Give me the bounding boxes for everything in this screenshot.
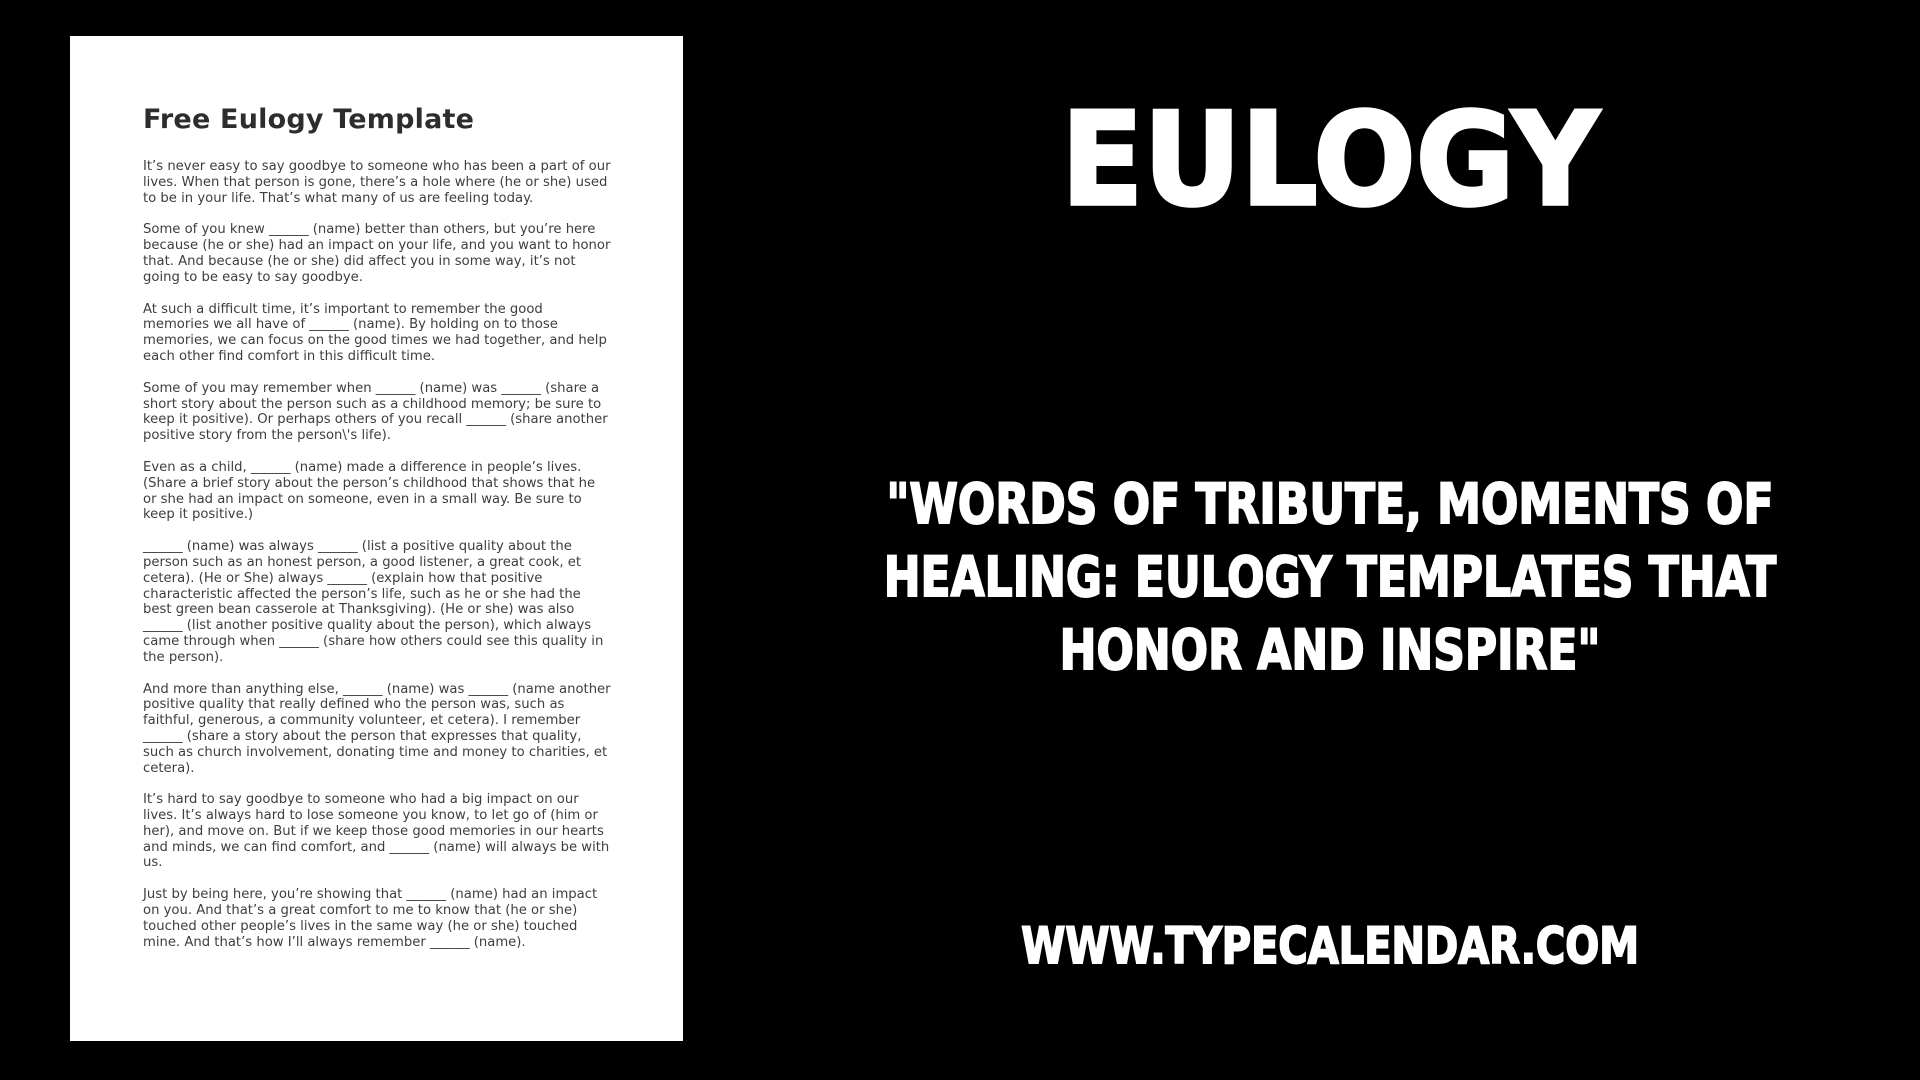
poster-right-panel — [740, 0, 1920, 1080]
poster-heading — [740, 86, 1920, 235]
website-url — [740, 916, 1920, 976]
eulogy-paragraph-8: It’s hard to say goodbye to someone who had a big impact on our lives. It’s always hard to lose someone you know, to let go of (him or her), and move on. But if we keep those good memories in our hearts and minds, we can find comfort, and ______ (name) will always be with us. — [143, 792, 610, 871]
poster-quote-line-1: "WORDS OF TRIBUTE, MOMENTS OF — [886, 472, 1774, 536]
poster-quote-line-3: HONOR AND INSPIRE" — [1059, 618, 1601, 682]
eulogy-document-page — [70, 36, 683, 1041]
eulogy-paragraph-2: Some of you knew ______ (name) better than others, but you’re here because (he or she) had an impact on your life, and you want to honor that. And because (he or she) did affect you in some way, it’s not going to be easy to say goodbye. — [143, 222, 611, 285]
eulogy-paragraph-6: ______ (name) was always ______ (list a positive quality about the person such as an honest person, a good listener, a great cook, et cetera). (He or She) always ______ (explain how that positive characteristic affected the person’s life, such as he or she had the best green bean casserole at Thanksgiving). (He or she) was also ______ (list another positive quality about the person), which always came through when ______ (share how others could see this quality in the person). — [143, 539, 604, 665]
eulogy-paragraph-9: Just by being here, you’re showing that ______ (name) had an impact on you. And that’s a great comfort to me to know that (he or she) touched other people’s lives in the same way (he or she) touched mine. And that’s how I’ll always remember ______ (name). — [143, 887, 598, 950]
poster-heading-text: EULOGY — [1061, 86, 1599, 235]
document-title: Free Eulogy Template — [143, 104, 475, 135]
eulogy-paragraph-3: At such a difficult time, it’s important to remember the good memories we all have of ______ (name). By holding on to those memories, we can focus on the good times we had together, and help each other find comfort in this difficult time. — [143, 301, 607, 364]
eulogy-paragraph-1: It’s never easy to say goodbye to someone who has been a part of our lives. When that person is gone, there’s a hole where (he or she) used to be in your life. That’s what many of us are feeling today. — [143, 159, 611, 206]
website-url-text: WWW.TYPECALENDAR.COM — [1021, 917, 1639, 975]
eulogy-paragraph-5: Even as a child, ______ (name) made a difference in people’s lives. (Share a brief story about the person’s childhood that shows that he or she had an impact on someone, even in a small way. Be sure to keep it positive.) — [143, 459, 596, 523]
eulogy-paragraph-4: Some of you may remember when ______ (name) was ______ (share a short story about the person such as a childhood memory; be sure to keep it positive). Or perhaps others of you recall ______ (share another positive story from the person\'s life). — [143, 380, 608, 444]
poster-quote — [740, 468, 1920, 687]
poster-quote-line-2: HEALING: EULOGY TEMPLATES THAT — [883, 545, 1777, 609]
eulogy-paragraph-7: And more than anything else, ______ (name) was ______ (name another positive quality that really defined who the person was, such as faithful, generous, a community volunteer, et cetera). I remember ______ (share a story about the person that expresses that quality, such as church involvement, donating time and money to charities, et cetera). — [143, 681, 611, 776]
